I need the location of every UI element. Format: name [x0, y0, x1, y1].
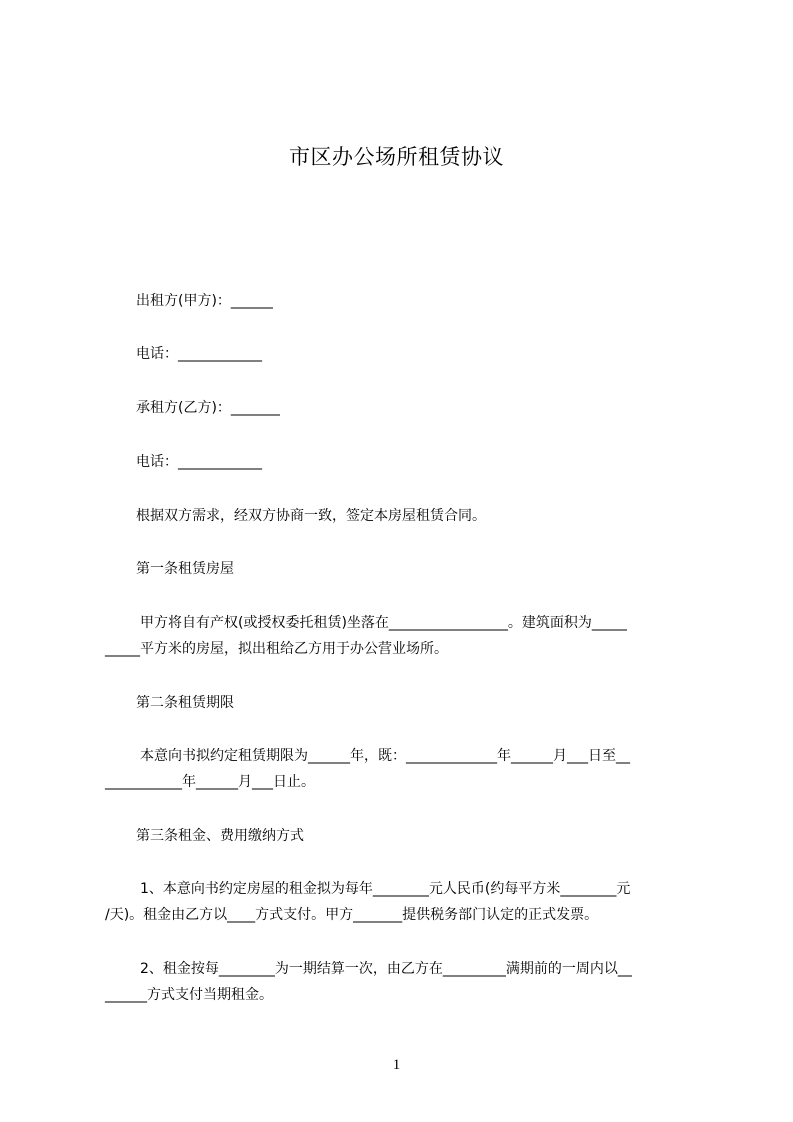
article-1-text-line-1: 甲方将自有产权(或授权委托租赁)坐落在_________________。建筑面积为_____ [140, 615, 627, 631]
article-1-heading: 第一条租赁房屋 [136, 561, 234, 577]
article-2-text-line-2: ___________年______月___日止。 [105, 774, 315, 790]
article-3-item-2-line-2: ______方式支付当期租金。 [105, 987, 273, 1003]
article-2-text-line-1: 本意向书拟约定租赁期限为______年，既：_____________年______月___日至__ [140, 748, 630, 764]
intro-paragraph: 根据双方需求，经双方协商一致，签定本房屋租赁合同。 [136, 508, 486, 524]
article-1-text-line-2: _____平方米的房屋，拟出租给乙方用于办公营业场所。 [105, 641, 448, 657]
lessor-line: 出租方(甲方)：______ [136, 293, 273, 309]
article-3-item-2-line-1: 2、租金按每________为一期结算一次，由乙方在_________满期前的一周内以__ [140, 961, 632, 977]
article-3-item-1-line-2: /天)。租金由乙方以____方式支付。甲方_______提供税务部门认定的正式发票。 [105, 907, 599, 923]
article-3-heading: 第三条租金、费用缴纳方式 [136, 828, 304, 844]
page-number: 1 [392, 1057, 401, 1073]
document-title: 市区办公场所租赁协议 [289, 145, 504, 169]
lessee-line: 承租方(乙方)：_______ [136, 400, 280, 416]
lessee-phone-line: 电话：____________ [136, 454, 262, 470]
article-3-item-1-line-1: 1、本意向书约定房屋的租金拟为每年________元人民币(约每平方米________元 [140, 881, 631, 897]
lessor-phone-line: 电话：____________ [136, 346, 262, 362]
article-2-heading: 第二条租赁期限 [136, 695, 234, 711]
